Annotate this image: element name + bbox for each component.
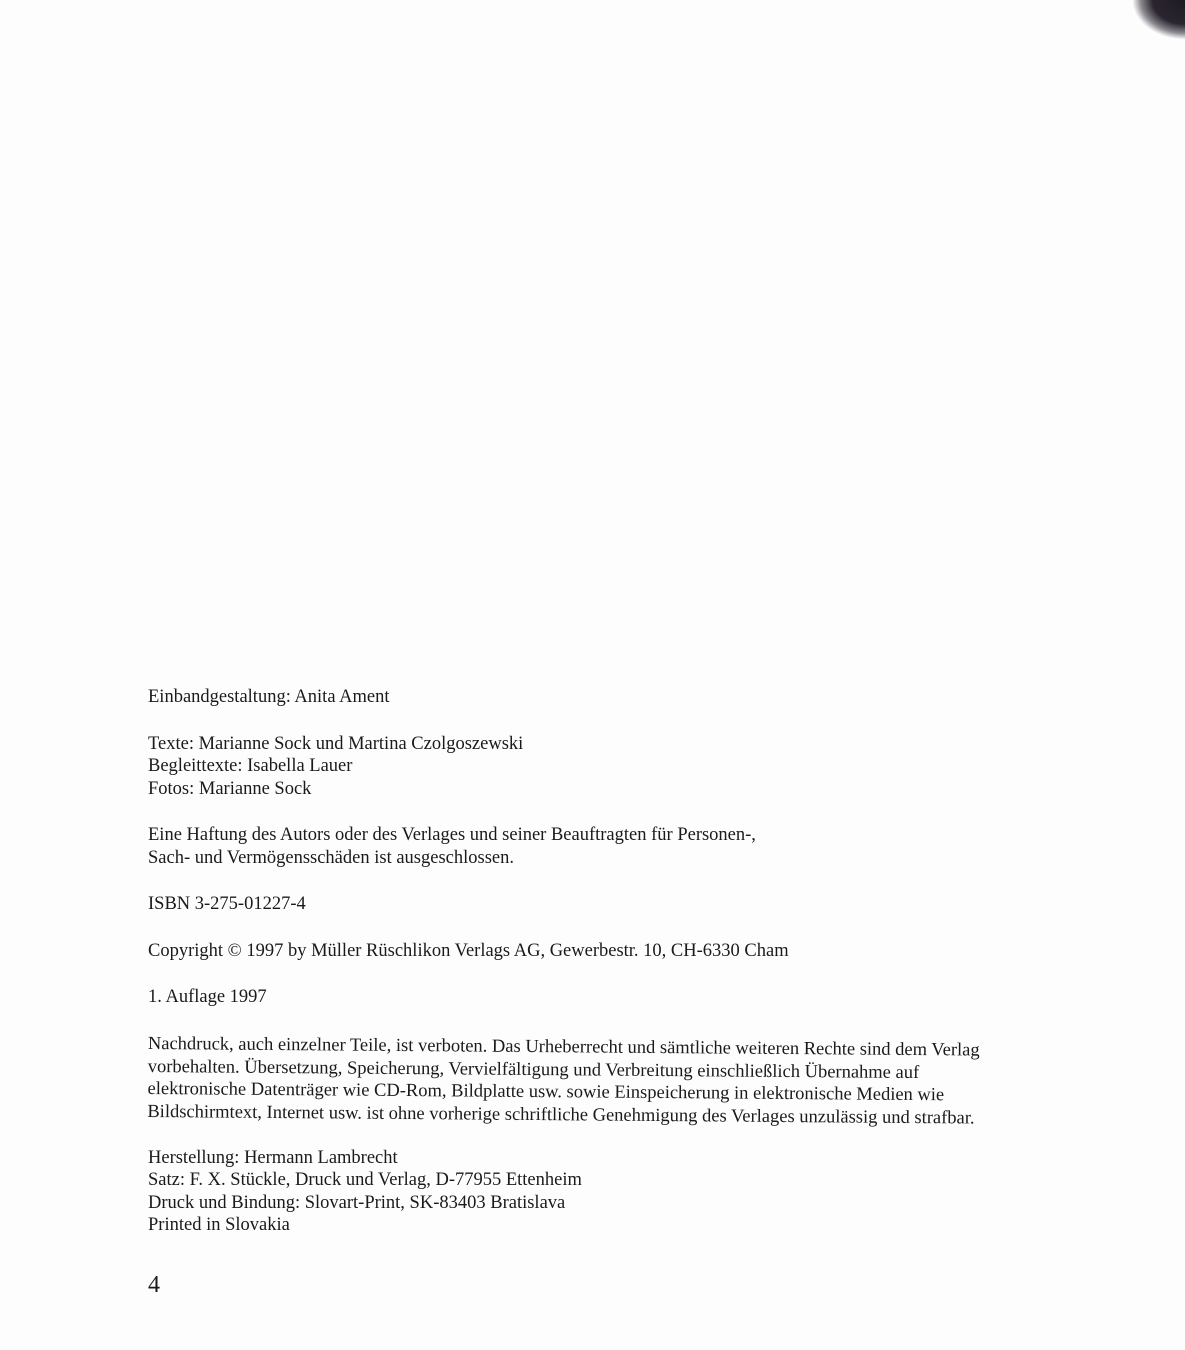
credits-group xyxy=(148,733,1048,801)
liability-line-2: Sach- und Vermögensschäden ist ausgeschlossen. xyxy=(148,847,514,868)
production-credits xyxy=(148,1147,1048,1237)
typesetting-credit: Satz: F. X. Stückle, Druck und Verlag, D-77955 Ettenheim xyxy=(148,1170,582,1190)
rights-line-1: Nachdruck, auch einzelner Teile, ist verboten. Das Urheberrecht und sämtliche weiteren Rechte sind dem Verlag xyxy=(147,1033,980,1061)
page-number: 4 xyxy=(148,1272,160,1298)
copyright-notice: Copyright © 1997 by Müller Rüschlikon Verlags AG, Gewerbestr. 10, CH-6330 Cham xyxy=(148,940,789,961)
rights-notice xyxy=(147,1033,1028,1130)
production-credit: Herstellung: Hermann Lambrecht xyxy=(148,1147,398,1168)
rights-line-4: Bildschirmtext, Internet usw. ist ohne vorherige schriftliche Genehmigung des Verlages unzulässig und strafbar. xyxy=(147,1100,975,1128)
liability-notice xyxy=(148,824,1048,869)
cover-design-credit: Einbandgestaltung: Anita Ament xyxy=(148,687,390,707)
edition: 1. Auflage 1997 xyxy=(148,987,267,1007)
printing-credit: Druck und Bindung: Slovart-Print, SK-83403 Bratislava xyxy=(148,1192,566,1213)
rights-line-2: vorbehalten. Übersetzung, Speicherung, Vervielfältigung und Verbreitung einschließlich Übernahme auf xyxy=(147,1055,920,1083)
liability-line-1: Eine Haftung des Autors oder des Verlages und seiner Beauftragten für Personen-, xyxy=(148,825,756,845)
imprint-block xyxy=(148,686,1048,1237)
accompanying-texts-credit: Begleittexte: Isabella Lauer xyxy=(148,756,353,776)
page-corner-shadow xyxy=(1125,0,1185,45)
isbn: ISBN 3-275-01227-4 xyxy=(148,894,306,914)
texts-credit: Texte: Marianne Sock und Martina Czolgoszewski xyxy=(148,733,524,754)
photos-credit: Fotos: Marianne Sock xyxy=(148,778,312,799)
printed-in: Printed in Slovakia xyxy=(148,1215,290,1235)
rights-line-3: elektronische Datenträger wie CD-Rom, Bildplatte usw. sowie Einspeicherung in elektronische Medien wie xyxy=(147,1078,945,1105)
